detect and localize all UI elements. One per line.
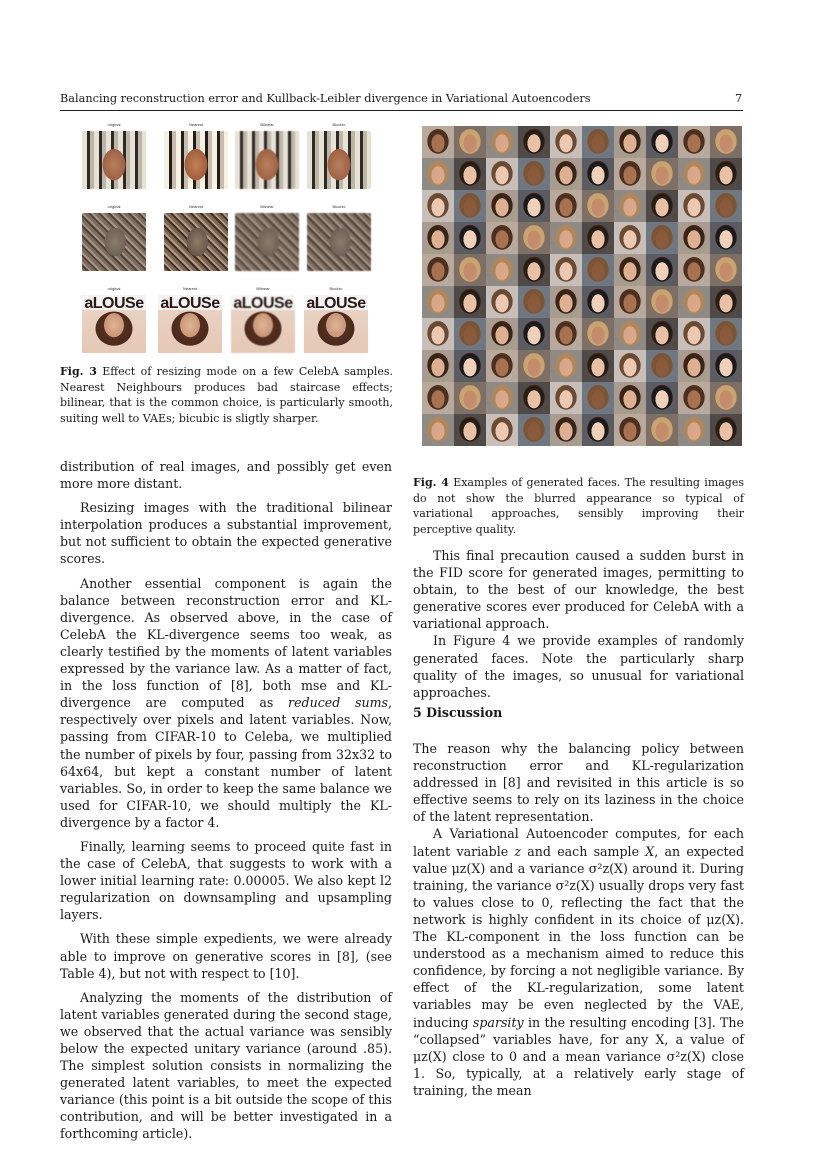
text-run: A Variational Autoencoder computes, for each latent variable <box>413 826 744 859</box>
paragraph: The reason why the balancing policy between reconstruction error and KL-regularization addressed in [8] and revisited in this article is so effective seems to rely on its laziness in the choice of the latent representation. <box>413 741 744 825</box>
paragraph: Finally, learning seems to proceed quite fast in the case of CelebA, that suggests to work with a lower initial learning rate: 0.00005. We also kept l2 regularization on downsampling and upsampling layers. <box>60 838 392 923</box>
generated-face <box>678 190 710 222</box>
generated-face <box>582 318 614 350</box>
caption-text: Examples of generated faces. The resulting images do not show the blurred appearance so typical of variational approaches, sensibly improving their perceptive quality. <box>413 476 744 536</box>
generated-face <box>678 254 710 286</box>
fig3-sample-image <box>164 213 228 271</box>
left-column <box>60 458 392 1143</box>
fig3-column-label: Bicubic <box>332 204 346 209</box>
generated-face <box>678 126 710 158</box>
header-rule <box>60 110 743 111</box>
generated-face <box>518 318 550 350</box>
fig3-column-label: Bilinear <box>260 122 274 127</box>
fig3-sample-image <box>231 295 295 353</box>
generated-face <box>582 414 614 446</box>
generated-face <box>550 158 582 190</box>
generated-face <box>646 286 678 318</box>
fig3-sample-image <box>304 295 368 353</box>
generated-face <box>646 254 678 286</box>
generated-face <box>710 350 742 382</box>
fig3-panel <box>307 200 371 271</box>
generated-face <box>422 222 454 254</box>
generated-face <box>646 190 678 222</box>
generated-face <box>486 158 518 190</box>
text-run: Another essential component is again the balance between reconstruction error and KL-divergence. As observed above, in the case of CelebA the KL-divergence seems too weak, as clearly testified by the moments of latent variables expressed by the variance law. As a matter of fact, in the loss function of [8], both mse and KL-divergence are computed as <box>60 575 392 711</box>
fig3-sample-image <box>82 295 146 353</box>
generated-face <box>614 286 646 318</box>
generated-face <box>614 318 646 350</box>
math-var: z <box>514 843 522 859</box>
generated-face <box>486 318 518 350</box>
generated-face <box>678 318 710 350</box>
page-number: 7 <box>735 92 743 105</box>
fig3-panel <box>304 282 368 353</box>
fig3-sample-image <box>82 213 146 271</box>
fig3-column-label: Nearest <box>182 286 197 291</box>
fig3-panel <box>235 200 299 271</box>
generated-face <box>646 318 678 350</box>
generated-face <box>646 126 678 158</box>
generated-face <box>486 286 518 318</box>
fig3-column-label: original <box>107 122 121 127</box>
generated-face <box>454 222 486 254</box>
caption-label: Fig. 4 <box>413 476 449 489</box>
running-title: Balancing reconstruction error and Kullback-Leibler divergence in Variational Autoencoders <box>60 92 591 105</box>
generated-face <box>518 254 550 286</box>
generated-face <box>646 158 678 190</box>
generated-face <box>710 382 742 414</box>
section-heading: 5 Discussion <box>413 705 503 720</box>
emphasis: reduced sums <box>288 695 388 711</box>
fig3-panel <box>82 118 146 189</box>
generated-face <box>422 158 454 190</box>
generated-face <box>454 318 486 350</box>
generated-face <box>486 254 518 286</box>
generated-face <box>518 126 550 158</box>
caption-label: Fig. 3 <box>60 365 97 378</box>
generated-face <box>422 350 454 382</box>
right-column-top <box>413 547 744 701</box>
figure-4-face-grid <box>422 126 742 446</box>
generated-face <box>678 350 710 382</box>
fig3-column-label: original <box>107 286 121 291</box>
generated-face <box>518 190 550 222</box>
fig3-panel <box>231 282 295 353</box>
generated-face <box>582 286 614 318</box>
generated-face <box>582 254 614 286</box>
generated-face <box>678 222 710 254</box>
generated-face <box>646 350 678 382</box>
generated-face <box>518 382 550 414</box>
generated-face <box>454 126 486 158</box>
generated-face <box>486 414 518 446</box>
generated-face <box>582 190 614 222</box>
text-run: in the resulting encoding [3]. The “collapsed” variables have, for any X, a value of μz(X) close to 0 and a mean variance σ²z(X) close 1. So, typically, at a relatively early stage of training, the mean <box>413 1014 744 1098</box>
paragraph: Analyzing the moments of the distribution of latent variables generated during the second stage, we observed that the actual variance was sensibly below the expected unitary variance (around .85). The simplest solution consists in normalizing the generated latent variables, to meet the expected variance (this point is a bit outside the scope of this contribution, and will be better investigated in a forthcoming article). <box>60 989 392 1142</box>
generated-face <box>550 382 582 414</box>
generated-face <box>550 318 582 350</box>
paragraph <box>413 825 744 1099</box>
generated-face <box>422 126 454 158</box>
fig3-panel <box>82 282 146 353</box>
generated-face <box>422 414 454 446</box>
generated-face <box>614 190 646 222</box>
generated-face <box>614 414 646 446</box>
generated-face <box>486 382 518 414</box>
magazine-logo: aLOUSe <box>306 295 366 312</box>
paragraph: This final precaution caused a sudden burst in the FID score for generated images, permitting to obtain, to the best of our knowledge, the best generative scores ever produced for CelebA with a variational approach. <box>413 548 744 632</box>
generated-face <box>550 286 582 318</box>
generated-face <box>614 222 646 254</box>
generated-face <box>710 190 742 222</box>
generated-face <box>614 254 646 286</box>
generated-face <box>518 286 550 318</box>
generated-face <box>486 222 518 254</box>
generated-face <box>454 254 486 286</box>
fig3-panel <box>164 200 228 271</box>
fig3-column-label: original <box>107 204 121 209</box>
text-run: and each sample <box>521 843 646 859</box>
generated-face <box>486 126 518 158</box>
generated-face <box>710 286 742 318</box>
generated-face <box>614 126 646 158</box>
generated-face <box>422 190 454 222</box>
paragraph: distribution of real images, and possibly get even more more distant. <box>60 459 392 492</box>
generated-face <box>518 350 550 382</box>
fig3-sample-image <box>307 213 371 271</box>
generated-face <box>710 222 742 254</box>
generated-face <box>582 158 614 190</box>
paragraph: Resizing images with the traditional bilinear interpolation produces a substantial improvement, but not sufficient to obtain the expected generative scores. <box>60 500 392 567</box>
fig3-sample-image <box>235 131 299 189</box>
fig3-panel <box>158 282 222 353</box>
text-run: , respectively over pixels and latent variables. Now, passing from CIFAR-10 to Celeba, we multiplied the number of pixels by four, passing from 32x32 to 64x64, but kept a constant number of latent variables. So, in order to keep the same balance we used for CIFAR-10, we should multiply the KL-divergence by a factor 4. <box>60 695 392 830</box>
math-var: X <box>645 843 655 859</box>
generated-face <box>550 414 582 446</box>
generated-face <box>678 382 710 414</box>
generated-face <box>678 158 710 190</box>
generated-face <box>710 414 742 446</box>
generated-face <box>454 350 486 382</box>
generated-face <box>454 190 486 222</box>
generated-face <box>710 254 742 286</box>
generated-face <box>614 158 646 190</box>
generated-face <box>678 414 710 446</box>
generated-face <box>550 254 582 286</box>
generated-face <box>614 382 646 414</box>
fig3-panel <box>164 118 228 189</box>
generated-face <box>614 350 646 382</box>
fig3-column-label: Nearest <box>188 122 203 127</box>
generated-face <box>422 254 454 286</box>
generated-face <box>550 190 582 222</box>
fig3-column-label: Bilinear <box>260 204 274 209</box>
right-column-bottom <box>413 740 744 1099</box>
generated-face <box>710 318 742 350</box>
fig3-column-label: Bicubic <box>332 122 346 127</box>
generated-face <box>454 158 486 190</box>
generated-face <box>710 158 742 190</box>
generated-face <box>550 222 582 254</box>
emphasis: sparsity <box>472 1014 524 1030</box>
magazine-logo: aLOUSe <box>84 295 144 312</box>
generated-face <box>582 222 614 254</box>
magazine-logo: aLOUSe <box>160 295 220 312</box>
fig3-column-label: Bicubic <box>329 286 343 291</box>
fig3-panel <box>235 118 299 189</box>
figure-3-caption <box>60 364 393 426</box>
fig3-sample-image <box>307 131 371 189</box>
caption-text: Effect of resizing mode on a few CelebA samples. Nearest Neighbours produces bad staircase effects; bilinear, that is the common choice, is particularly smooth, suiting well to VAEs; bicubic is sligtly sharper. <box>60 365 394 425</box>
generated-face <box>518 414 550 446</box>
fig3-column-label: Nearest <box>188 204 203 209</box>
generated-face <box>486 350 518 382</box>
generated-face <box>550 126 582 158</box>
generated-face <box>646 382 678 414</box>
generated-face <box>454 382 486 414</box>
figure-3 <box>82 118 392 358</box>
generated-face <box>422 286 454 318</box>
generated-face <box>582 382 614 414</box>
generated-face <box>550 350 582 382</box>
generated-face <box>518 222 550 254</box>
fig3-sample-image <box>164 131 228 189</box>
fig3-panel <box>82 200 146 271</box>
fig3-sample-image <box>235 213 299 271</box>
magazine-logo: aLOUSe <box>233 295 293 312</box>
fig3-sample-image <box>158 295 222 353</box>
fig3-sample-image <box>82 131 146 189</box>
generated-face <box>518 158 550 190</box>
generated-face <box>582 350 614 382</box>
generated-face <box>646 222 678 254</box>
generated-face <box>678 286 710 318</box>
figure-4-caption <box>413 475 744 537</box>
generated-face <box>646 414 678 446</box>
fig3-column-label: Bilinear <box>256 286 270 291</box>
generated-face <box>454 414 486 446</box>
generated-face <box>486 190 518 222</box>
paragraph <box>60 575 392 831</box>
generated-face <box>710 126 742 158</box>
generated-face <box>422 382 454 414</box>
paragraph: With these simple expedients, we were already able to improve on generative scores in [8], (see Table 4), but not with respect to [10]. <box>60 931 392 981</box>
generated-face <box>454 286 486 318</box>
generated-face <box>582 126 614 158</box>
fig3-panel <box>307 118 371 189</box>
generated-face <box>422 318 454 350</box>
paragraph: In Figure 4 we provide examples of randomly generated faces. Note the particularly sharp quality of the images, so unusual for variational approaches. <box>413 633 744 700</box>
text-run: , an expected value μz(X) and a variance σ²z(X) around it. During training, the variance σ²z(X) usually drops very fast to values close to 0, reflecting the fact that the network is highly confident in its choice of μz(X). The KL-component in the loss function can be understood as a mechanism aimed to reduce this confidence, by forcing a not negligible variance. By effect of the KL-regularization, some latent variables may be even neglected by the VAE, inducing <box>413 843 745 1030</box>
